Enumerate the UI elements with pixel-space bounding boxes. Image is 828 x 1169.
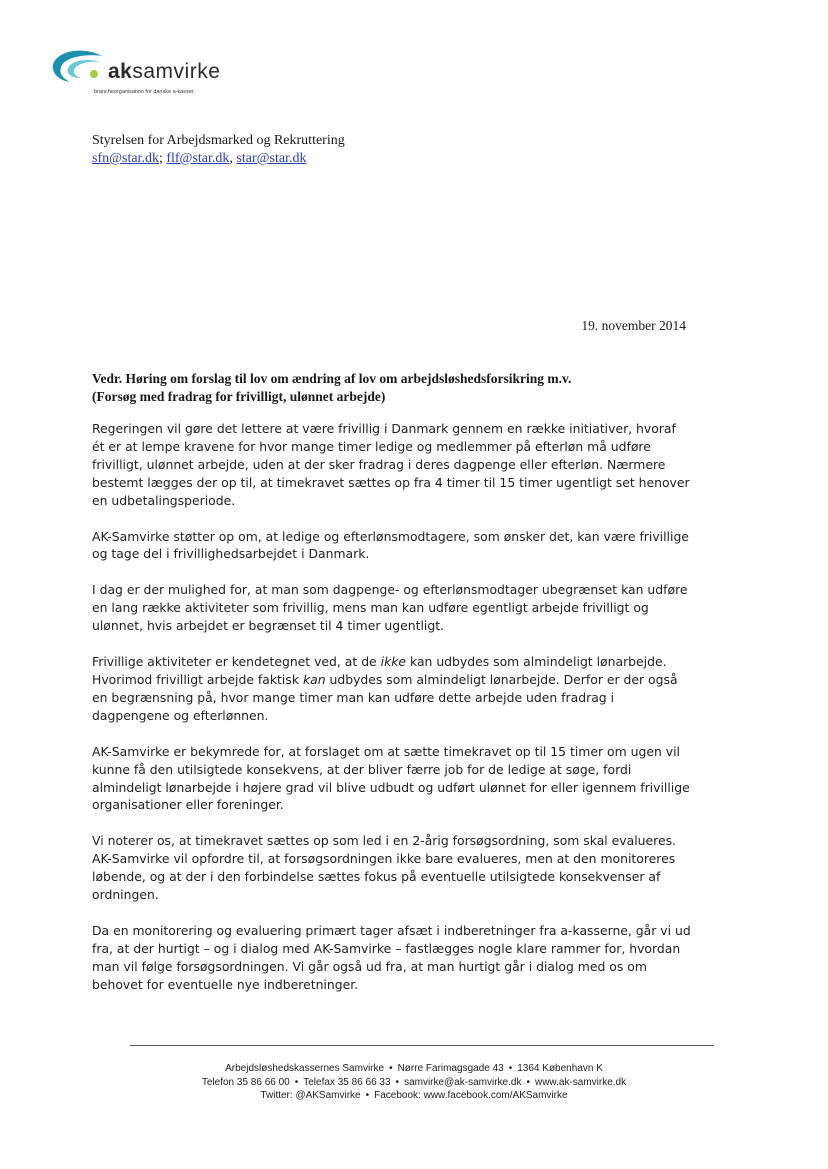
bullet-separator: • — [365, 1090, 370, 1101]
bullet-separator: • — [526, 1076, 530, 1088]
paragraph-7: Da en monitorering og evaluering primært tager afsæt i indberetninger fra a-kasserne, går vi ud fra, at der hurtigt – og i dialog med AK-Samvirke – fastlægges nogle klare rammer for, hvordan man vil følge forsøgsordningen. Vi går også ud fra, at man hurtigt går i dialog med os om behovet for eventuelle nye indberetninger. — [92, 922, 691, 992]
email-link-star[interactable]: star@star.dk — [236, 151, 307, 166]
email-link-sfn[interactable]: sfn@star.dk — [92, 151, 159, 166]
footer-phone: Telefon 35 86 66 00 — [201, 1076, 290, 1088]
footer-twitter[interactable]: Twitter: @AKSamvirke — [260, 1090, 361, 1101]
footer-city: 1364 København K — [517, 1063, 603, 1074]
letter-date: 19. november 2014 — [581, 318, 686, 333]
emphasis-kan: kan — [302, 671, 326, 687]
footer-social-line — [0, 1089, 828, 1103]
bullet-separator: • — [395, 1076, 400, 1088]
logo-tagline: brancheorganisation for danske a-kasser — [94, 89, 194, 95]
footer-web-link[interactable]: www.ak-samvirke.dk — [534, 1076, 627, 1088]
recipient-emails: sfn@star.dk; flf@star.dk, star@star.dk — [92, 151, 307, 166]
recipient-name: Styrelsen for Arbejdsmarked og Rekruttering — [92, 133, 345, 148]
email-link-flf[interactable]: flf@star.dk — [166, 151, 230, 166]
paragraph-4: Frivillige aktiviteter er kendetegnet ved, at de ikke kan udbydes som almindeligt lønarbejde. Hvorimod frivilligt arbejde faktisk kan udbydes som almindeligt lønarbejde. Derfor er der også en begrænsning på, hvor mange timer man kan udføre dette arbejde uden fradrag i dagpengene og efterlønnen. — [92, 654, 678, 723]
bullet-separator: • — [294, 1076, 299, 1088]
paragraph-1: Regeringen vil gøre det lettere at være frivillig i Danmark gennem en række initiativer, hvoraf ét er at lempe kravene for hvor mange timer ledige og medlemmer på efterløn må udføre frivilligt, ulønnet arbejde, uden at der sker fradrag i deres dagpenge eller efterløn. Nærmere bestemt lægges der op til, at timekravet sættes op fra 4 timer til 15 timer ugentligt set henover en udbetalingsperiode. — [92, 421, 690, 508]
swoosh-logo-icon — [50, 48, 110, 88]
subject-line-1: Vedr. Høring om forslag til lov om ændring af lov om arbejdsløshedsforsikring m.v. — [92, 371, 572, 386]
footer-divider — [130, 1045, 714, 1046]
paragraph-6: Vi noterer os, at timekravet sættes op som led i en 2-årig forsøgsordning, som skal evalueres. AK-Samvirke vil opfordre til, at forsøgsordningen ikke bare evalueres, men at den monitoreres løbende, og at der i den forbindelse sættes fokus på eventuelle utilsigtede konsekvenser af ordningen. — [92, 833, 676, 903]
footer-email-link[interactable]: samvirke@ak-samvirke.dk — [404, 1076, 522, 1088]
paragraph-3: I dag er der mulighed for, at man som dagpenge- og efterlønsmodtager ubegrænset kan udføre en lang række aktiviteter som frivillig, mens man kan udføre egentligt arbejde frivilligt og ulønnet, hvis arbejdet er begrænset til 4 timer ugentligt. — [92, 582, 688, 634]
logo-wordmark: aksamvirke — [108, 60, 221, 83]
footer-fax: Telefax 35 86 66 33 — [303, 1076, 391, 1088]
footer-org: Arbejdsløshedskassernes Samvirke — [225, 1063, 385, 1074]
bullet-separator: • — [508, 1063, 513, 1074]
emphasis-ikke: ikke — [380, 654, 407, 670]
footer-contact-line — [0, 1076, 828, 1090]
subject-line-2: (Forsøg med fradrag for frivilligt, ulønnet arbejde) — [92, 389, 386, 404]
subject-heading — [92, 370, 692, 406]
recipient-block — [92, 132, 345, 168]
footer-street: Nørre Farimagsgade 43 — [397, 1063, 504, 1074]
paragraph-5: AK-Samvirke er bekymrede for, at forslaget om at sætte timekravet op til 15 timer om ugen vil kunne få den utilsigtede konsekvens, at der bliver færre job for de ledige at søge, fordi almindeligt lønarbejde i højere grad vil blive udbudt og udført ulønnet for eller igennem frivillige organisationer eller foreninger. — [92, 743, 690, 813]
bullet-separator: • — [389, 1063, 393, 1074]
footer-facebook[interactable]: Facebook: www.facebook.com/AKSamvirke — [374, 1090, 568, 1101]
footer-address-line — [0, 1062, 828, 1076]
letter-body — [92, 420, 692, 1012]
paragraph-2: AK-Samvirke støtter op om, at ledige og efterlønsmodtagere, som ønsker det, kan være frivillige og tage del i frivillighedsarbejdet i Danmark. — [92, 528, 689, 562]
ak-samvirke-logo — [50, 46, 270, 102]
footer — [0, 1062, 828, 1103]
